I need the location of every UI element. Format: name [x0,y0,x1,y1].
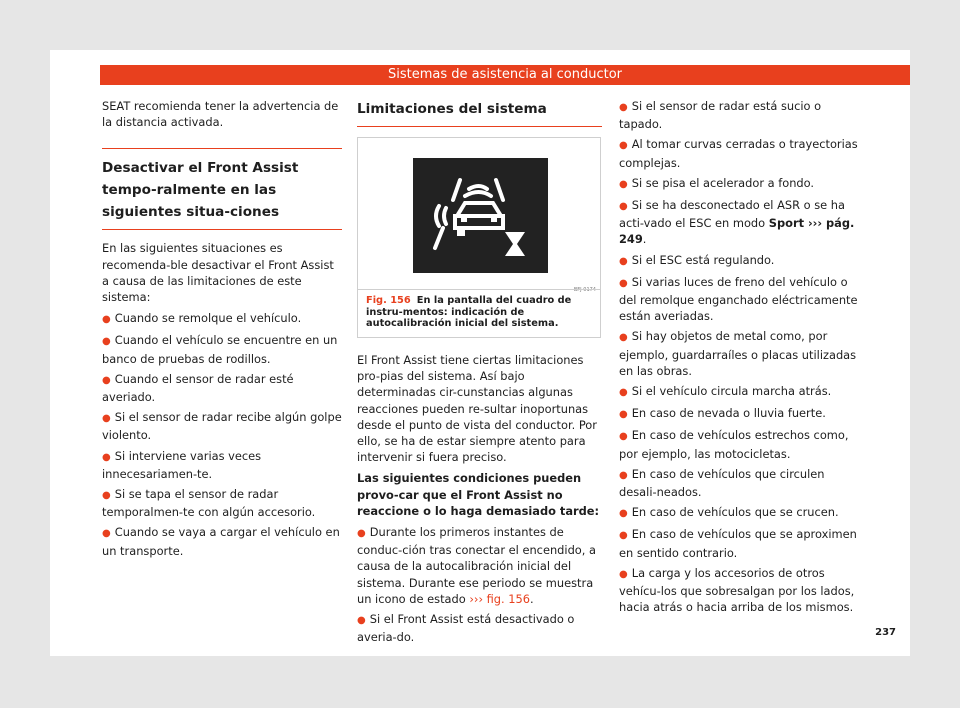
bullet-icon: ● [357,528,366,540]
bullet-icon: ● [619,508,628,520]
section-heading: Desactivar el Front Assist tempo-ralmente en las siguientes situa-ciones [102,160,299,221]
bullet-icon: ● [619,530,628,542]
bullet-icon: ● [102,336,111,348]
column-middle [357,98,602,649]
bullet-icon: ● [619,409,628,421]
column-left [102,98,342,563]
bullet-icon: ● [102,374,111,386]
manual-page [50,50,910,656]
bullet-icon: ● [102,528,111,540]
limitations-para: El Front Assist tiene ciertas limitaciones pro-pias del sistema. Así bajo determinadas cir-cunstancias algunas reacciones pueden re-sultar inoportunas desde el punto de vista del conductor. Por ello, se ha de estar siempre atento para intervenir si fuera preciso. [357,353,597,465]
section-heading-box [102,148,342,230]
bullet-icon: ● [619,140,628,152]
bullet-icon: ● [357,615,366,627]
list-item: ● Si se tapa el sensor de radar temporalmen-te con algún accesorio. [102,487,316,520]
section-para: En las siguientes situaciones es recomenda-ble desactivar el Front Assist a causa de las limitaciones de este sistema: [102,241,334,305]
bullet-icon: ● [619,469,628,481]
list-item: ● Cuando se remolque el vehículo. [102,311,302,326]
list-item: ● Si el vehículo circula marcha atrás. [619,384,832,399]
list-item: ● Si el sensor de radar recibe algún golpe violento. [102,410,342,443]
column-right [619,98,864,619]
list-item: ● Si hay objetos de metal como, por ejemplo, guardarraíles o placas utilizadas en las obras. [619,329,857,378]
intro-text: SEAT recomienda tener la advertencia de la distancia activada. [102,99,339,130]
bullet-list [619,98,864,615]
bullet-icon: ● [619,387,628,399]
page-reference-link[interactable]: Sport ››› pág. 249 [619,216,855,247]
bullet-icon: ● [619,255,628,267]
list-item: ● Si el Front Assist está desactivado o averia-do. [357,612,575,645]
list-item: ● Si interviene varias veces innecesariamen-te. [102,448,262,481]
bullet-icon: ● [102,314,111,326]
figure-divider [358,289,600,290]
bullet-icon: ● [619,332,628,344]
figure-reference-link[interactable]: ››› fig. 156 [469,591,531,606]
list-item: ● Si se pisa el acelerador a fondo. [619,175,815,190]
bullet-icon: ● [619,102,628,113]
bullet-icon: ● [619,178,628,190]
figure-caption [366,295,594,330]
list-item: ● En caso de vehículos que se aproximen en sentido contrario. [619,527,857,560]
bullet-list [357,524,602,645]
list-item: ● Si se ha desconectado el ASR o se ha acti-vado el ESC en modo Sport ››› pág. 249. [619,198,855,247]
bullet-icon: ● [619,201,628,213]
list-item: ● Al tomar curvas cerradas o trayectorias complejas. [619,137,858,170]
bullet-icon: ● [619,568,628,580]
front-assist-calibration-icon [413,158,548,273]
list-item: ● Cuando se vaya a cargar el vehículo en un transporte. [102,525,340,558]
list-item: ● Si el ESC está regulando. [619,252,775,267]
bullet-icon: ● [102,413,111,425]
bullet-icon: ● [619,431,628,443]
list-item: ● Durante los primeros instantes de conduc-ción tras conectar el encendido, a causa de la autocalibración inicial del sistema. Durante ese periodo se muestra un icono de estado ››› fig. 156. [357,525,596,606]
figure-caption-text: En la pantalla del cuadro de instru-mentos: indicación de autocalibración inicial del sistema. [366,295,572,330]
list-item: ● En caso de vehículos estrechos como, por ejemplo, las motocicletas. [619,428,849,461]
page-number: 237 [875,627,896,638]
list-item: ● Si el sensor de radar está sucio o tapado. [619,99,822,132]
figure-number: Fig. 156 [366,295,411,306]
bullet-icon: ● [102,490,111,502]
list-item: ● La carga y los accesorios de otros vehícu-los que sobresalgan por los lados, hacia atrás o hacia arriba de los mismos. [619,565,855,615]
bullet-icon: ● [619,277,628,289]
limitations-heading-box [357,98,602,127]
list-item: ● En caso de nevada o lluvia fuerte. [619,406,826,421]
figure-code: BFJ-0174 [573,287,596,293]
conditions-subheading: Las siguientes condiciones pueden provo-car que el Front Assist no reaccione o lo haga demasiado tarde: [357,471,600,518]
limitations-heading: Limitaciones del sistema [357,101,547,117]
bullet-icon: ● [102,451,111,463]
list-item: ● Si varias luces de freno del vehículo o del remolque enganchado eléctricamente están averiadas. [619,274,858,324]
list-item: ● En caso de vehículos que circulen desali-neados. [619,466,825,500]
list-item: ● Cuando el sensor de radar esté averiado. [102,371,294,405]
list-item: ● En caso de vehículos que se crucen. [619,505,839,520]
bullet-list [102,310,342,559]
section-header: Sistemas de asistencia al conductor [100,65,910,85]
list-item: ● Cuando el vehículo se encuentre en un banco de pruebas de rodillos. [102,333,338,366]
figure-156 [357,137,601,338]
